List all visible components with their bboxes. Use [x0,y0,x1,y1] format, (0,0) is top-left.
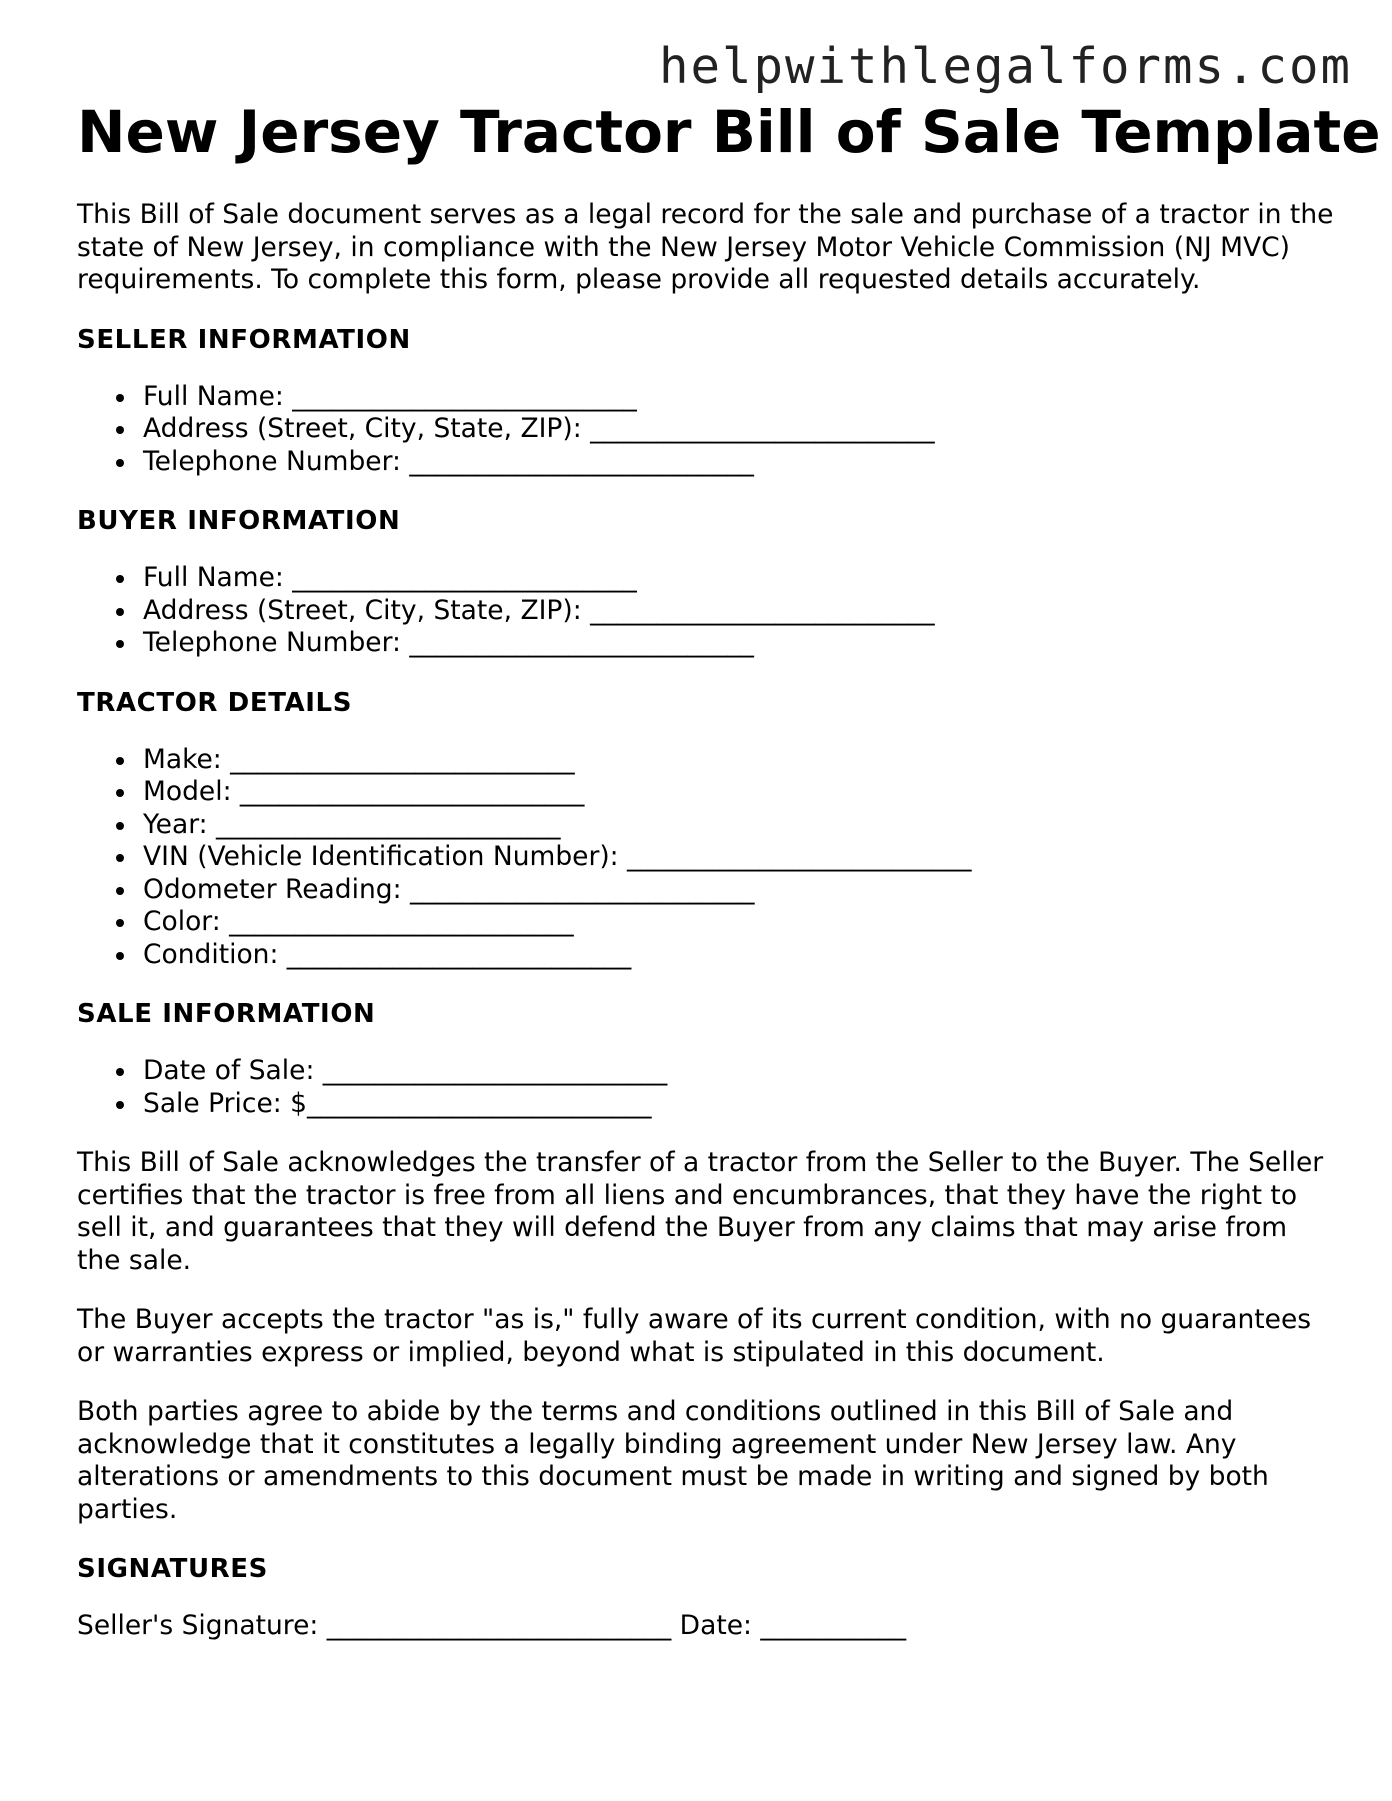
seller-fields-list [77,381,1337,479]
seller-full-name-field[interactable]: Full Name: __________________________ [143,381,1337,414]
seller-address-field[interactable]: Address (Street, City, State, ZIP): __________________________ [143,413,1337,446]
seller-signature-line[interactable]: Seller's Signature: __________________________ Date: ___________ [77,1610,907,1641]
buyer-fields-list [77,562,1337,660]
tractor-color-field[interactable]: Color: __________________________ [143,906,1337,939]
tractor-section-heading: TRACTOR DETAILS [77,687,353,718]
tractor-vin-field[interactable]: VIN (Vehicle Identification Number): __________________________ [143,841,1337,874]
intro-paragraph: This Bill of Sale document serves as a legal record for the sale and purchase of a tractor in the state of New Jersey, in compliance with the New Jersey Motor Vehicle Commission (NJ MVC) requirements. To complete this form, please provide all requested details accurately. [77,199,1334,295]
buyer-full-name-field[interactable]: Full Name: __________________________ [143,562,1337,595]
sale-price-field[interactable]: Sale Price: $__________________________ [143,1088,1337,1121]
seller-section-heading: SELLER INFORMATION [77,324,411,355]
buyer-telephone-field[interactable]: Telephone Number: __________________________ [143,627,1337,660]
tractor-condition-field[interactable]: Condition: __________________________ [143,939,1337,972]
sale-date-field[interactable]: Date of Sale: __________________________ [143,1055,1337,1088]
agreement-paragraph: Both parties agree to abide by the terms and conditions outlined in this Bill of Sale and acknowledge that it constitutes a legally binding agreement under New Jersey law. Any alterations or amendments to this document must be made in writing and signed by both parties. [77,1396,1269,1525]
sale-section-heading: SALE INFORMATION [77,999,376,1029]
site-watermark: helpwithlegalforms.com [658,38,1352,95]
seller-telephone-field[interactable]: Telephone Number: __________________________ [143,446,1337,479]
document-title: New Jersey Tractor Bill of Sale Template [77,98,1381,166]
buyer-section-heading: BUYER INFORMATION [77,506,401,536]
tractor-model-field[interactable]: Model: __________________________ [143,776,1337,809]
buyer-address-field[interactable]: Address (Street, City, State, ZIP): __________________________ [143,595,1337,628]
as-is-paragraph: The Buyer accepts the tractor "as is," fully aware of its current condition, with no guarantees or warranties express or implied, beyond what is stipulated in this document. [77,1304,1312,1368]
document-page [77,94,1381,1643]
transfer-paragraph: This Bill of Sale acknowledges the transfer of a tractor from the Seller to the Buyer. The Seller certifies that the tractor is free from all liens and encumbrances, that they have the right to sell it, and guarantees that they will defend the Buyer from any claims that may arise from the sale. [77,1147,1324,1276]
tractor-odometer-field[interactable]: Odometer Reading: __________________________ [143,874,1337,907]
signatures-section-heading: SIGNATURES [77,1554,268,1584]
sale-fields-list [77,1055,1337,1120]
tractor-year-field[interactable]: Year: __________________________ [143,809,1337,842]
tractor-make-field[interactable]: Make: __________________________ [143,744,1337,777]
tractor-fields-list [77,744,1337,972]
